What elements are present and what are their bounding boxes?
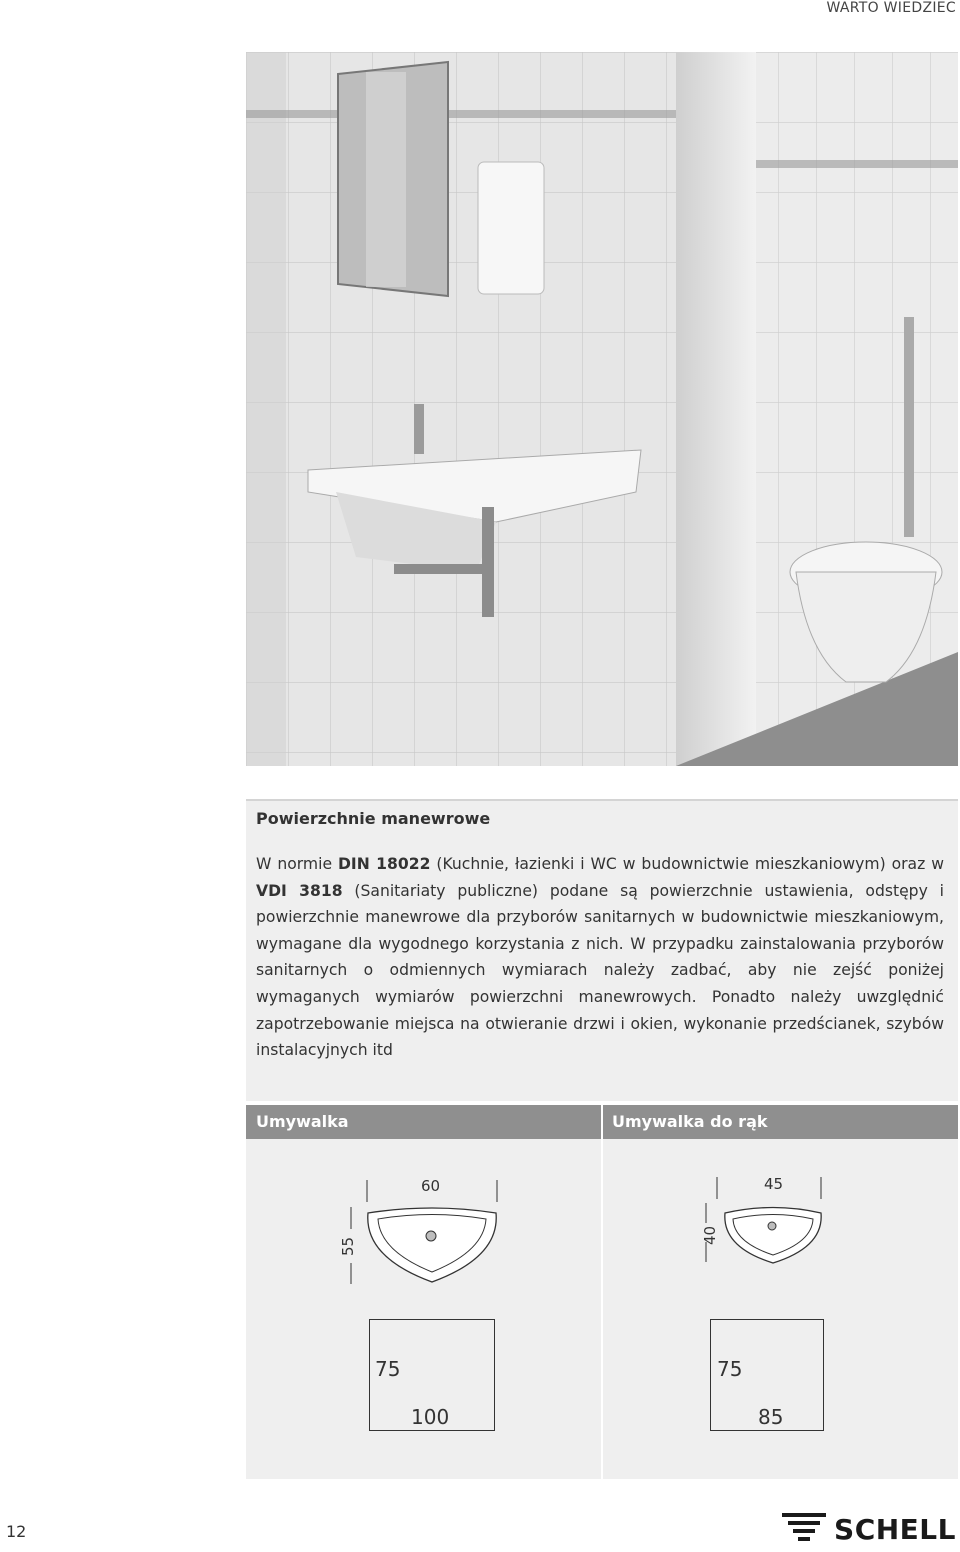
area-width: 85: [758, 1405, 784, 1429]
maneuver-area-umywalka: [369, 1319, 495, 1431]
width-label: 45: [764, 1175, 784, 1193]
sink-diagrams: [246, 1139, 958, 1479]
faucet-water-icon: [782, 1512, 826, 1546]
info-text-part2: (Kuchnie, łazienki i WC w budownictwie mieszkaniowym) oraz w: [430, 855, 944, 873]
section-label: WARTO WIEDZIEC: [826, 0, 956, 16]
info-section: [246, 799, 958, 1101]
bathroom-photo: [246, 52, 958, 766]
area-width: 100: [411, 1405, 450, 1429]
vdi-norm: VDI 3818: [256, 881, 343, 900]
info-title: Powierzchnie manewrowe: [256, 809, 491, 828]
washbasin-diagram: [351, 1180, 497, 1284]
area-depth: 75: [375, 1357, 401, 1381]
brand-name: SCHELL: [834, 1512, 956, 1546]
info-text-part3: (Sanitariaty publiczne) podane są powierzchnie ustawienia, odstępy i powierzchnie manewrowe dla przyborów sanitarnych w budownictwie mieszkaniowym, wymagane dla wygodnego korzystania z nich. W przypadku zainstalowania przyborów sanitarnych o odmiennych wymiarach należy zadbać, aby nie zejść poniżej wymaganych wymiarów powierzchni manewrowych. Ponadto należy uwzględnić zapotrzebowanie miejsca na otwieranie drzwi i okien, wykonanie przedścianek, szybów instalacyjnych itd: [256, 881, 944, 1060]
brand-logo: [782, 1512, 956, 1546]
depth-label: 55: [339, 1236, 357, 1256]
table-body: [246, 1139, 958, 1479]
din-norm: DIN 18022: [337, 855, 431, 873]
area-depth: 75: [717, 1357, 743, 1381]
table-header: [246, 1105, 958, 1139]
info-text-part1: W normie: [256, 855, 338, 873]
page-number: 12: [6, 1522, 27, 1541]
maneuver-area-umywalka-do-rak: [710, 1319, 824, 1431]
column-umywalka: Umywalka: [256, 1112, 349, 1131]
depth-label: 40: [701, 1225, 719, 1245]
column-umywalka-do-rak: Umywalka do rąk: [612, 1112, 768, 1131]
column-divider: [601, 1105, 603, 1139]
info-paragraph: [256, 851, 944, 1064]
width-label: 60: [421, 1177, 441, 1195]
